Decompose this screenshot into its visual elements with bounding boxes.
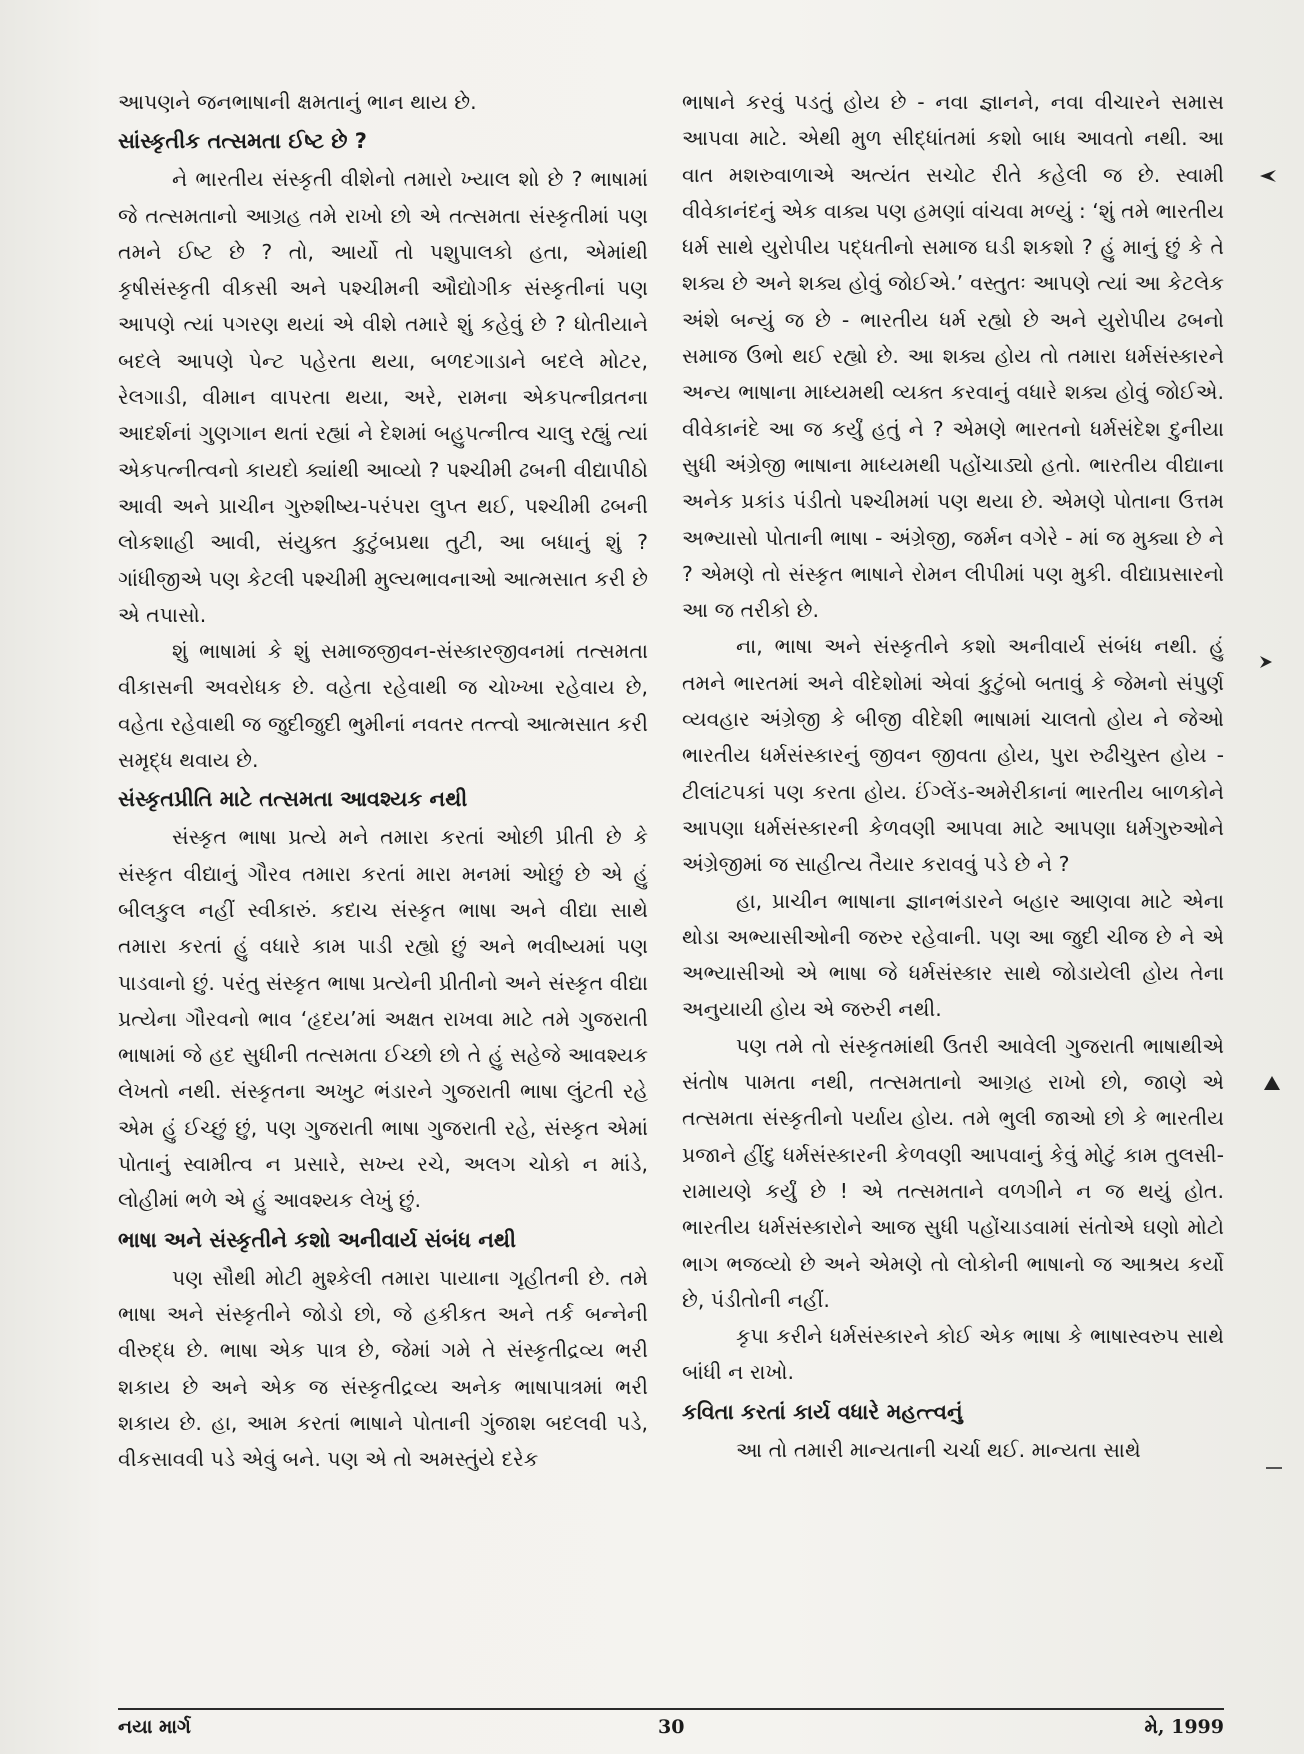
- right-column: [682, 84, 1224, 1468]
- punch-mark-icon: [1258, 166, 1278, 186]
- page-footer: [118, 1708, 1224, 1740]
- paragraph: સંસ્કૃત ભાષા પ્રત્યે મને તમારા કરતાં ઓછી પ્રીતી છે કે સંસ્કૃત વીદ્યાનું ગૌરવ તમારા કરતાં મારા મનમાં ઓછું છે એ હું બીલકુલ નહીં સ્વીકારું. કદાચ સંસ્કૃત ભાષા અને વીદ્યા સાથે તમારા કરતાં હું વધારે કામ પાડી રહ્યો છું અને ભવીષ્યમાં પણ પાડવાનો છું. પરંતુ સંસ્કૃત ભાષા પ્રત્યેની પ્રીતીનો અને સંસ્કૃત વીદ્યા પ્રત્યેના ગૌરવનો ભાવ ‘હૃદય’માં અક્ષત રાખવા માટે તમે ગુજરાતી ભાષામાં જે હદ સુધીની તત્સમતા ઈચ્છો છો તે હું સહેજે આવશ્યક લેખતો નથી. સંસ્કૃતના અખુટ ભંડારને ગુજરાતી ભાષા લુંટતી રહે એમ હું ઈચ્છું છું, પણ ગુજરાતી ભાષા ગુજરાતી રહે, સંસ્કૃત એમાં પોતાનું સ્વામીત્વ ન પ્રસારે, સખ્ય રચે, અલગ ચોકો ન માંડે, લોહીમાં ભળે એ હું આવશ્યક લેખું છું.: [118, 825, 648, 1213]
- paragraph: પણ સૌથી મોટી મુશ્કેલી તમારા પાયાના ગૃહીતની છે. તમે ભાષા અને સંસ્કૃતીને જોડો છો, જે હકીકત અને તર્ક બન્નેની વીરુદ્ધ છે. ભાષા એક પાત્ર છે, જેમાં ગમે તે સંસ્કૃતીદ્રવ્ય ભરી શકાય છે અને એક જ સંસ્કૃતીદ્રવ્ય અનેક ભાષાપાત્રમાં ભરી શકાય છે. હા, આમ કરતાં ભાષાને પોતાની ગુંજાશ બદલવી પડે, વીકસાવવી પડે એવું બને. પણ એ તો અમસ્તુંયે દરેક: [118, 1265, 648, 1472]
- paragraph: ના, ભાષા અને સંસ્કૃતીને કશો અનીવાર્ય સંબંધ નથી. હું તમને ભારતમાં અને વીદેશોમાં એવાં કુટુંબો બતાવું કે જેમનો સંપુર્ણ વ્યવહાર અંગ્રેજી કે બીજી વીદેશી ભાષામાં ચાલતો હોય ને જેઓ ભારતીય ધર્મસંસ્કારનું જીવન જીવતા હોય, પુરા રુઢીચુસ્ત હોય - ટીલાંટપકાં પણ કરતા હોય. ઈંગ્લેંડ-અમેરીકાનાં ભારતીય બાળકોને આપણા ધર્મસંસ્કારની કેળવણી આપવા માટે આપણા ધર્મગુરુઓને અંગ્રેજીમાં જ સાહીત્ય તૈયાર કરાવવું પડે છે ને ?: [682, 634, 1224, 877]
- paragraph: હા, પ્રાચીન ભાષાના જ્ઞાનભંડારને બહાર આણવા માટે એના થોડા અભ્યાસીઓની જરુર રહેવાની. પણ આ જુદી ચીજ છે ને એ અભ્યાસીઓ એ ભાષા જે ધર્મસંસ્કાર સાથે જોડાયેલી હોય તેના અનુયાયી હોય એ જરુરી નથી.: [682, 888, 1224, 1022]
- punch-mark-icon: [1262, 1074, 1282, 1094]
- section-heading: કવિતા કરતાં કાર્ય વધારે મહત્ત્વનું: [682, 1399, 963, 1424]
- paragraph: આ તો તમારી માન્યતાની ચર્ચા થઈ. માન્યતા સાથે: [736, 1437, 1141, 1462]
- punch-mark-icon: [1264, 1458, 1284, 1478]
- section-heading: સંસ્કૃતપ્રીતિ માટે તત્સમતા આવશ્યક નથી: [118, 787, 468, 812]
- issue-date: મે, 1999: [1144, 1716, 1224, 1738]
- paragraph: ભાષાને કરવું પડતું હોય છે - નવા જ્ઞાનને, નવા વીચારને સમાસ આપવા માટે. એથી મુળ સીદ્ધાંતમાં કશો બાધ આવતો નથી. આ વાત મશરુવાળાએ અત્યંત સચોટ રીતે કહેલી જ છે. સ્વામી વીવેકાનંદનું એક વાક્ય પણ હમણાં વાંચવા મળ્યું : ‘શું તમે ભારતીય ધર્મ સાથે યુરોપીય પદ્ધતીનો સમાજ ઘડી શકશો ? હું માનું છું કે તે શક્ય છે અને શક્ય હોવું જોઈએ.’ વસ્તુતઃ આપણે ત્યાં આ કેટલેક અંશે બન્યું જ છે - ભારતીય ધર્મ રહ્યો છે અને યુરોપીય ઢબનો સમાજ ઉભો થઈ રહ્યો છે. આ શક્ય હોય તો તમારા ધર્મસંસ્કારને અન્ય ભાષાના માધ્યમથી વ્યક્ત કરવાનું વધારે શક્ય હોવું જોઈએ. વીવેકાનંદે આ જ કર્યું હતું ને ? એમણે ભારતનો ધર્મસંદેશ દુનીયા સુધી અંગ્રેજી ભાષાના માધ્યમથી પહોંચાડ્યો હતો. ભારતીય વીદ્યાના અનેક પ્રકાંડ પંડીતો પશ્ચીમમાં પણ થયા છે. એમણે પોતાના ઉત્તમ અભ્યાસો પોતાની ભાષા - અંગ્રેજી, જર્મન વગેરે - માં જ મુક્યા છે ને ? એમણે તો સંસ્કૃત ભાષાને રોમન લીપીમાં પણ મુકી. વીદ્યાપ્રસારનો આ જ તરીકો છે.: [682, 90, 1224, 623]
- paragraph: શું ભાષામાં કે શું સમાજજીવન-સંસ્કારજીવનમાં તત્સમતા વીકાસની અવરોધક છે. વહેતા રહેવાથી જ ચોખ્ખા રહેવાય છે, વહેતા રહેવાથી જ જુદીજુદી ભુમીનાં નવતર તત્ત્વો આત્મસાત કરી સમૃદ્ધ થવાય છે.: [118, 639, 648, 773]
- publication-name: નયા માર્ગ: [118, 1716, 191, 1738]
- paragraph: ને ભારતીય સંસ્કૃતી વીશેનો તમારો ખ્યાલ શો છે ? ભાષામાં જે તત્સમતાનો આગ્રહ તમે રાખો છો એ તત્સમતા સંસ્કૃતીમાં પણ તમને ઈષ્ટ છે ? તો, આર્યો તો પશુપાલકો હતા, એમાંથી કૃષીસંસ્કૃતી વીકસી અને પશ્ચીમની ઔદ્યોગીક સંસ્કૃતીનાં પણ આપણે ત્યાં પગરણ થયાં એ વીશે તમારે શું કહેવું છે ? ધોતીયાને બદલે આપણે પેન્ટ પહેરતા થયા, બળદગાડાને બદલે મોટર, રેલગાડી, વીમાન વાપરતા થયા, અરે, રામના એકપત્નીવ્રતના આદર્શનાં ગુણગાન થતાં રહ્યાં ને દેશમાં બહુપત્નીત્વ ચાલુ રહ્યું ત્યાં એકપત્નીત્વનો કાયદો ક્યાંથી આવ્યો ? પશ્ચીમી ઢબની વીદ્યાપીઠો આવી અને પ્રાચીન ગુરુશીષ્ય-પરંપરા લુપ્ત થઈ, પશ્ચીમી ઢબની લોકશાહી આવી, સંયુક્ત કુટુંબપ્રથા તુટી, આ બધાનું શું ? ગાંધીજીએ પણ કેટલી પશ્ચીમી મુલ્યભાવનાઓ આત્મસાત કરી છે એ તપાસો.: [118, 167, 648, 627]
- left-column: [118, 84, 648, 1477]
- section-heading: સાંસ્કૃતીક તત્સમતા ઈષ્ટ છે ?: [118, 129, 367, 154]
- paragraph: પણ તમે તો સંસ્કૃતમાંથી ઉતરી આવેલી ગુજરાતી ભાષાથીએ સંતોષ પામતા નથી, તત્સમતાનો આગ્રહ રાખો છો, જાણે એ તત્સમતા સંસ્કૃતીનો પર્યાય હોય. તમે ભુલી જાઓ છો કે ભારતીય પ્રજાને હીંદુ ધર્મસંસ્કારની કેળવણી આપવાનું કેવું મોટું કામ તુલસી-રામાયણે કર્યું છે ! એ તત્સમતાને વળગીને ન જ થયું હોત. ભારતીય ધર્મસંસ્કારોને આજ સુધી પહોંચાડવામાં સંતોએ ઘણો મોટો ભાગ ભજવ્યો છે અને એમણે તો લોકોની ભાષાનો જ આશ્રય કર્યો છે, પંડીતોની નહીં.: [682, 1033, 1224, 1312]
- page-number: 30: [658, 1716, 685, 1738]
- section-heading: ભાષા અને સંસ્કૃતીને કશો અનીવાર્ય સંબંધ નથી: [118, 1227, 517, 1252]
- punch-mark-icon: [1256, 652, 1276, 672]
- paragraph: કૃપા કરીને ધર્મસંસ્કારને કોઈ એક ભાષા કે ભાષાસ્વરુપ સાથે બાંધી ન રાખો.: [682, 1324, 1224, 1385]
- paragraph: આપણને જનભાષાની ક્ષમતાનું ભાન થાય છે.: [118, 90, 477, 114]
